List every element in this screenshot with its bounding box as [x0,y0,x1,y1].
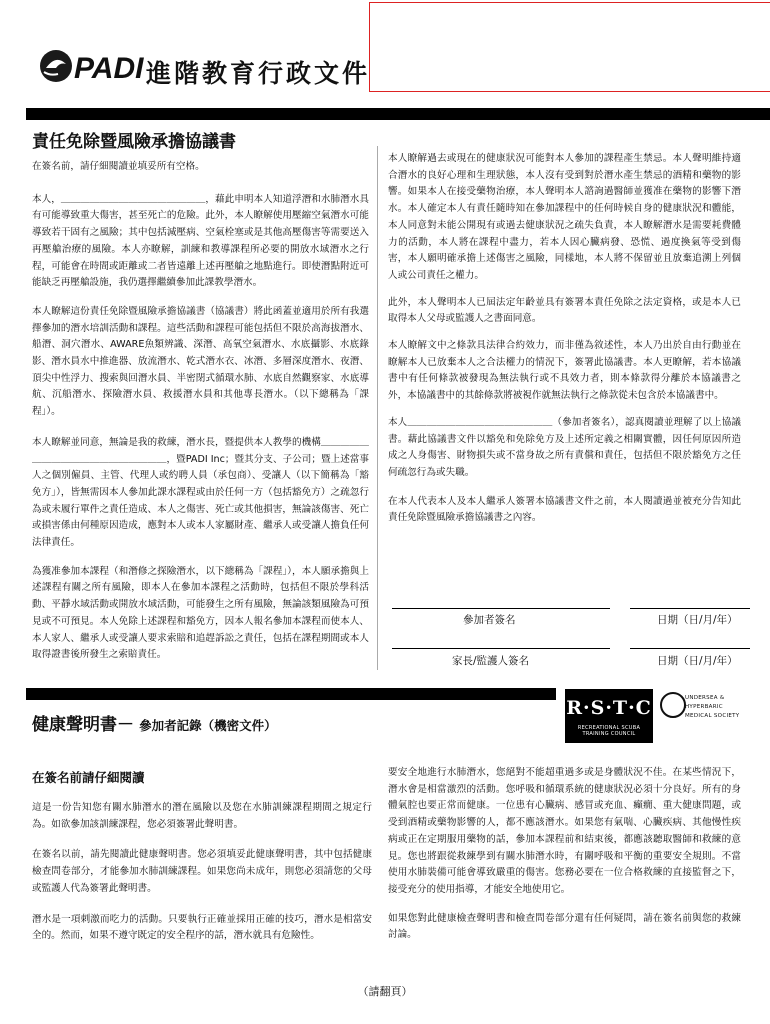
rstc-logo [565,689,653,743]
medical-title-main: 健康聲明書－ [32,715,134,735]
guardian-signature-label: 家長/監護人簽名 [452,655,530,667]
uhms-logo-icon [660,692,686,718]
medical-left-column [32,768,372,945]
guardian-signature-line[interactable] [392,648,610,649]
release-paragraph-2: 本人瞭解這份責任免除暨風險承擔協議書（協議書）將此函蓋並適用於所有我選擇參加的潛水培訓活動和課程。這些活動和課程可能包括但不限於高海拔潛水、船潛、洞穴潛水、AWARE魚類辨識、深潛、高氧空氣潛水、水底攝影、水底錄影、潛水員水中推進器、放流潛水、乾式潛水衣、冰潛、多層深度潛水、夜潛、頂尖中性浮力、搜索與回潛水員、半密閉式循環水肺、水底自然觀察家、水底導航、沉船潛水、探險潛水員、救援潛水員和其他專長潛水。（以下總稱為「課程」）。 [32,305,369,418]
medical-paragraph-1: 這是一份告知您有關水肺潛水的潛在風險以及您在水肺訓練課程期間之規定行為。如欲參加該訓練課程，您必須簽署此聲明書。 [32,802,372,830]
medical-heading: 在簽名前請仔細閱讀 [32,770,145,785]
section-divider-top [26,108,770,120]
guardian-date-label: 日期（日/月/年） [657,655,738,667]
medical-title [32,710,277,735]
uhms-logo-text: UNDERSEA & HYPERBARIC MEDICAL SOCIETY [685,695,740,719]
release-paragraph-3: 本人瞭解並同意，無論是我的救練，潛水長，暨提供本人教學的機構＿＿＿＿＿＿＿＿＿＿＿＿＿＿＿＿＿＿＿，暨PADI Inc；暨其分支、子公司；暨上述當事人之個別僱員、主管、代理人或約聘人員（承包商）、受讓人（以下簡稱為「豁免方」），皆無需因本人參加此課水課程或由於任何一方（包括豁免方）之疏忽行為或未履行單件之責任造成、本人之傷害、死亡或其他損害，無論該傷害、死亡或損害係由何種原因造成，應對本人或本人家屬財產、繼承人或受讓人擔負任何法律責任。 [32,436,369,549]
participant-date-label: 日期（日/月/年） [657,614,738,626]
medical-paragraph-2: 在簽名以前，請先閱讀此健康聲明書。您必須填妥此健康聲明書，其中包括健康檢查問卷部分，才能參加水肺訓練課程。如果您尚未成年，則您必須請您的父母或監護人代為簽署此聲明書。 [32,849,372,894]
legal-age-paragraph: 此外，本人聲明本人已屆法定年齡並具有簽署本責任免除之法定資格，或是本人已取得本人父母或監護人之書面同意。 [388,296,741,325]
release-paragraph-1: 本人，＿＿＿＿＿＿＿＿＿＿＿＿＿＿＿，藉此申明本人知道浮潛和水肺潛水具有可能導致重大傷害，甚至死亡的危險。此外，本人瞭解使用壓縮空氣潛水可能導致若干固有之風險；其中包括減壓病、空氣栓塞或是其他高壓傷害等需要送入再壓艙治療的風險。本人亦瞭解，訓練和教導課程所必要的開放水域潛水之行程，可能會在時間或距離或二者皆遠離上述再壓艙之地點進行。即使潛點附近可能缺乏再壓艙設施，我仍選擇繼續參加此課教學潛水。 [32,193,369,289]
participant-signature-label: 參加者簽名 [463,614,516,626]
acknowledgment-paragraph: 本人＿＿＿＿＿＿＿＿＿＿＿＿＿＿＿（參加者簽名），認真閱讀並理解了以上協議書。藉此協議書文件以豁免和免除免方及上述所定義之相關實體，因任何原因所造成之人身傷害、財物損失或不當身故之所有責償和責任，包括但不限於豁免方之任何疏忽行為或失職。 [388,416,741,478]
release-title: 責任免除暨風險承擔協議書 [32,132,236,152]
medical-paragraph-3: 潛水是一項刺激而吃力的活動。只要執行正確並採用正確的技巧，潛水是相當安全的。然而，如果不遵守既定的安全程序的話，潛水就具有危險性。 [32,913,372,942]
medical-title-sub: 參加者記錄（機密文件） [139,718,277,733]
padi-logo-text: PADI [74,52,144,85]
release-paragraph-4: 為獲准參加本課程（和潛修之探險潛水，以下總稱為「課程」），本人願承擔與上述課程有關之所有風險，即本人在參加本課程之活動時，包括但不限於學科活動、平靜水域活動或開放水域活動，可能發生之所有風險，無論該類風險為可預見或不可預見。本人免除上述課程和豁免方，因本人報名參加本課程而使本人、本人家人、繼承人或受讓人要求索賠和追趕訴訟之責任，包括在課程期間或本人取得證書後所發生之索賠責任。 [32,565,369,661]
release-left-column [32,159,369,664]
contract-paragraph: 本人瞭解文中之條款具法律合約效力，而非僅為敘述性，本人乃出於自由行動並在瞭解本人已放棄本人之合法權力的情況下，簽署此協議書。本人更瞭解，若本協議書中有任何條款被發現為無法執行或不具效力者，則本條款得分離於本協議書之外，本協議書中的其餘條款將被視作就無法執行之條款從未包含於本協議書中。 [388,340,741,402]
section-divider-middle [26,688,556,700]
representation-paragraph: 在本人代表本人及本人繼承人簽署本協議書文件之前，本人閱讀過並被充分告知此責任免除暨風險承擔協議書之內容。 [388,495,741,524]
participant-date-line[interactable] [630,608,750,609]
medical-safety-paragraph: 要安全地進行水肺潛水，您絕對不能超重過多或是身體狀況不佳。在某些情況下，潛水會是相當激烈的活動。您呼吸和循環系統的健康狀況必須十分良好。所有的身體氣腔也要正常而健康。一位患有心臟病、感冒或充血、癲癇、重大健康問題，或受到酒精或藥物影響的人，都不應該潛水。如果您有氣喘、心臟疾病、其他慢性疾病或正在定期服用藥物的話，參加本課程前和結束後，都應該聽取醫師和救練的意見。您也將跟從救練學到有關水肺潛水時，有關呼吸和平衡的重要安全規則。不當使用水肺裝備可能會導致嚴重的傷害。您務必要在一位合格救練的直接監督之下，接受充分的使用指導，才能安全地使用它。 [388,767,741,895]
guardian-date-line[interactable] [630,648,750,649]
participant-signature-line[interactable] [392,608,610,609]
health-condition-paragraph: 本人瞭解過去或現在的健康狀況可能對本人參加的課程產生禁忌。本人聲明維持適合潛水的良好心理和生理狀態，本人沒有受到對於潛水產生禁忌的酒精和藥物的影響。如果本人在接受藥物治療，本人聲明本人諮詢過醫師並獲准在藥物的影響下潛水。本人確定本人有責任隨時知在參加課程中的任何時候自身的健康狀況和體能，本人同意對未能公開現有或過去健康狀況之疏失負責，本人瞭解潛水是需要耗費體力的活動，本人將在課程中盡力，若本人因心臟病發、恐慌、過度換氣等受到傷害，本人願明確承擔上述傷害之風險，同樣地，本人將不保留並且放棄追溯上列個人或公司責任之權力。 [388,153,741,281]
release-right-column [388,151,741,527]
rstc-logo-subtitle: RECREATIONAL SCUBA TRAINING COUNCIL [577,725,641,737]
page-title: 進階教育行政文件 [146,59,371,88]
column-divider [377,146,378,670]
document-id-box [369,2,770,92]
medical-questions-paragraph: 如果您對此健康檢查聲明書和檢查問卷部分還有任何疑問，請在簽名前與您的救練討論。 [388,912,741,941]
continue-note: （請翻頁） [357,985,413,998]
rstc-logo-text: R·S·T·C [566,697,652,719]
release-intro: 在簽名前，請仔細閱讀並填妥所有空格。 [32,161,205,172]
medical-right-column [388,765,741,944]
